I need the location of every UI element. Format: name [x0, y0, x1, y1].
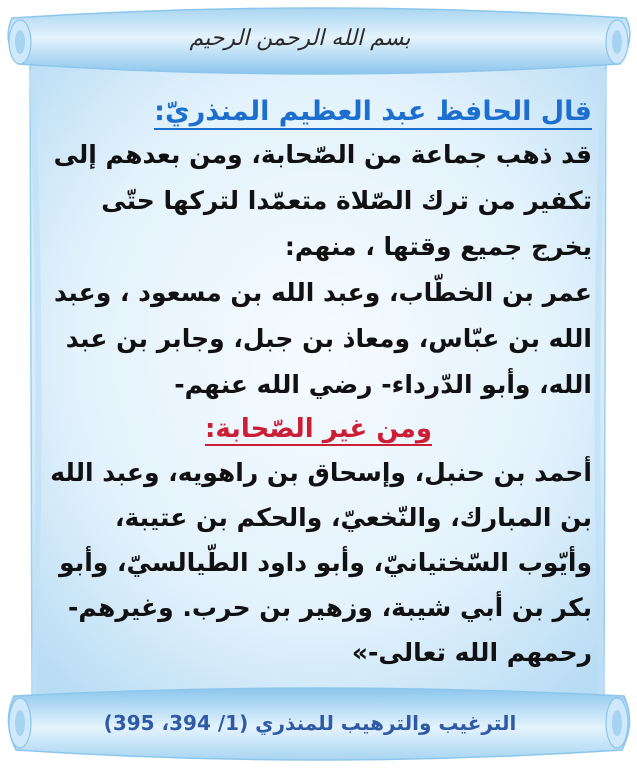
paragraph-2-line-1: أحمد بن حنبل، وإسحاق بن راهويه، وعبد الله [50, 458, 592, 487]
paragraph-1-line-2: تكفير من ترك الصّلاة متعمّدا لتركها حتّى [101, 186, 592, 215]
heading-author [42, 92, 592, 132]
heading-non-companions [42, 408, 592, 450]
paragraph-1-line-5: الله بن عبّاس، ومعاذ بن جبل، وجابر بن عبد [65, 324, 592, 353]
paragraph-2-line-5: رحمهم الله تعالى-» [351, 638, 592, 667]
paragraph-1-line-3: يخرج جميع وقتها ، منهم: [284, 232, 592, 261]
heading-author-text: قال الحافظ عبد العظيم المنذريّ: [154, 96, 592, 130]
heading-non-companions-text: ومن غير الصّحابة: [204, 414, 432, 444]
source-citation: الترغيب والترهيب للمنذري (1/ 394، 395) [103, 711, 517, 735]
main-text [42, 92, 592, 675]
paragraph-1-line-6: الله، وأبو الدّرداء- رضي الله عنهم- [174, 370, 592, 399]
paragraph-2-line-4: بكر بن أبي شيبة، وزهير بن حرب. وغيرهم- [68, 593, 592, 622]
paragraph-1-line-4: عمر بن الخطّاب، وعبد الله بن مسعود ، وعبد [53, 278, 592, 307]
basmala-calligraphy: بسم الله الرحمن الرحيم [189, 26, 411, 51]
paragraph-2-line-3: وأيّوب السّختيانيّ، وأبو داود الطّيالسيّ، وأبو [59, 548, 592, 577]
paragraph-1-line-1: قد ذهب جماعة من الصّحابة، ومن بعدهم إلى [53, 140, 592, 169]
paragraph-2-line-2: بن المبارك، والنّخعيّ، والحكم بن عتيبة، [114, 503, 592, 532]
